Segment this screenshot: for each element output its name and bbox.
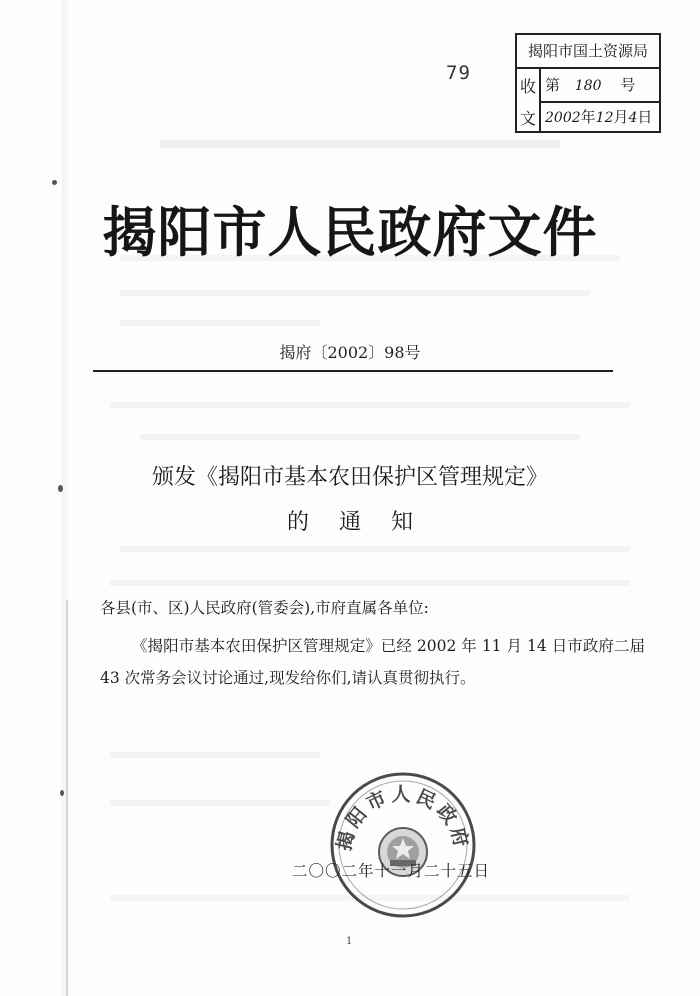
receipt-stamp-body	[517, 69, 659, 133]
header-rule	[93, 370, 613, 372]
body-paragraph: 《揭阳市基本农田保护区管理规定》已经 2002 年 11 月 14 日市政府二届 43 次常务会议讨论通过,现发给你们,请认真贯彻执行。	[100, 637, 645, 687]
receipt-side-label-document: 文	[519, 108, 536, 128]
bleed-through-line	[110, 752, 320, 758]
government-seal	[328, 770, 478, 920]
bleed-through-line	[160, 140, 560, 148]
scan-speck	[60, 790, 64, 796]
footer-mark: 1	[346, 936, 353, 947]
receipt-date-year: 2002	[545, 110, 581, 126]
page-number: 79	[446, 62, 471, 84]
issue-date: 二〇〇二年十一月二十五日	[292, 862, 491, 880]
notice-title-line-2: 的通知	[286, 510, 443, 535]
receipt-date-month-unit: 月	[613, 108, 629, 126]
receipt-side-label-receive: 收	[519, 76, 536, 96]
receipt-stamp	[515, 33, 661, 133]
bleed-through-line	[140, 434, 580, 440]
receipt-date-year-unit: 年	[580, 108, 596, 126]
receipt-number-prefix: 第	[545, 76, 561, 94]
receipt-stamp-bureau: 揭阳市国土资源局	[517, 35, 659, 69]
receipt-date-day-unit: 日	[637, 108, 653, 126]
page-binding-shadow	[66, 600, 68, 996]
bleed-through-line	[120, 546, 630, 552]
notice-title-line-1: 颁发《揭阳市基本农田保护区管理规定》	[151, 465, 548, 490]
receipt-number-suffix: 号	[620, 76, 636, 94]
receipt-date-day: 4	[628, 110, 638, 126]
bleed-through-line	[110, 580, 630, 586]
document-number: 揭府〔2002〕98号	[279, 343, 421, 362]
addressee-line: 各县(市、区)人民政府(管委会),市府直属各单位:	[100, 599, 429, 617]
receipt-number-value: 180	[574, 78, 602, 94]
bleed-through-line	[120, 320, 320, 326]
bleed-through-line	[110, 402, 630, 408]
receipt-number-row	[541, 69, 659, 103]
bleed-through-line	[120, 290, 590, 296]
bleed-through-line	[110, 800, 330, 806]
receipt-date-month: 12	[595, 110, 614, 126]
receipt-stamp-side	[517, 69, 541, 133]
scan-speck	[52, 180, 57, 185]
document-title: 揭阳市人民政府文件	[102, 201, 598, 264]
receipt-date-row	[541, 101, 659, 133]
seal-text: 揭阳市人民政府	[333, 783, 473, 853]
